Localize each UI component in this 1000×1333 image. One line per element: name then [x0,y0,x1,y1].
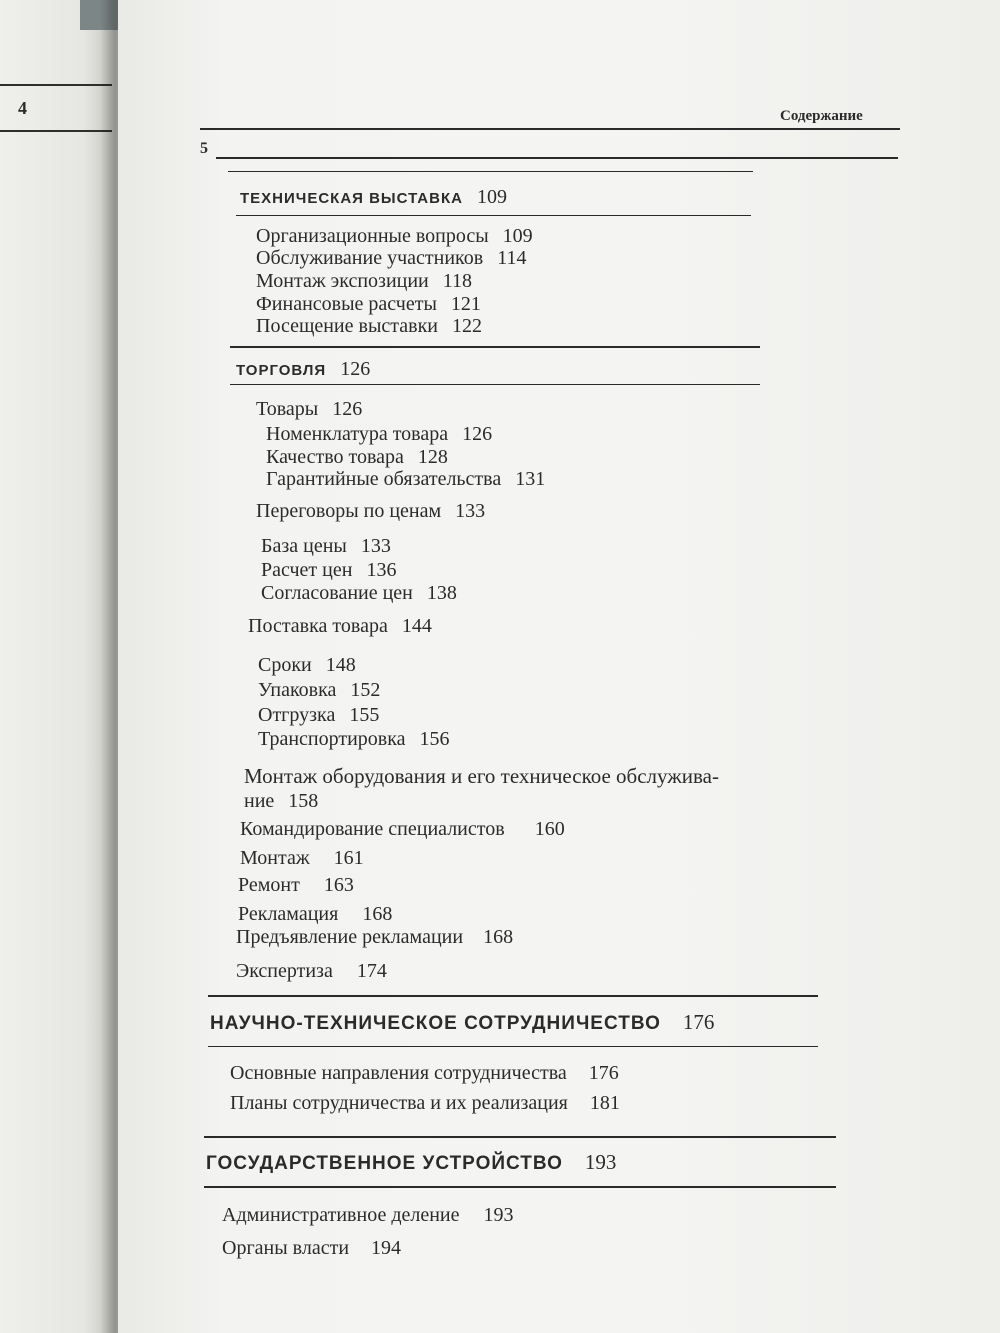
toc-entry: Ремонт 163 [238,874,354,896]
toc-entry: Номенклатура товара 126 [266,423,493,445]
section-title: ТОРГОВЛЯ [236,362,327,379]
toc-entry: Организационные вопросы 109 [256,225,533,247]
section-rule [230,384,760,385]
section-page: 126 [340,358,371,380]
toc-entry: Монтаж оборудования и его техническое обслужива- [244,764,719,788]
toc-entry: Обслуживание участников 114 [256,247,527,269]
section-heading [206,1150,616,1175]
header-rule-top [200,128,900,130]
section-heading [240,186,507,209]
toc-entry: Административное деление 193 [222,1204,514,1226]
section-rule [204,1186,836,1188]
toc-entry: Финансовые расчеты 121 [256,293,481,315]
toc-entry: Качество товара 128 [266,446,448,468]
section-rule [208,995,818,997]
section-page: 193 [584,1150,617,1174]
toc-entry: Товары 126 [256,398,363,420]
contents-page [118,0,1000,1333]
toc-entry: Переговоры по ценам 133 [256,500,486,522]
toc-entry: Органы власти 194 [222,1237,402,1259]
page-number: 5 [200,140,208,157]
section-heading [236,358,370,381]
section-rule [204,1136,836,1138]
section-title: ТЕХНИЧЕСКАЯ ВЫСТАВКА [240,190,463,207]
toc-entry: Сроки 148 [258,654,356,676]
toc-entry: Расчет цен 136 [261,559,397,581]
section-rule [228,171,753,172]
toc-entry: Монтаж экспозиции 118 [256,270,473,292]
toc-entry: Основные направления сотрудничества 176 [230,1062,619,1084]
toc-entry: Поставка товара 144 [248,615,432,637]
toc-entry: Посещение выставки 122 [256,315,482,337]
toc-entry: База цены 133 [261,535,391,557]
toc-entry: Предъявление рекламации 168 [236,926,514,948]
toc-entry: Командирование специалистов 160 [240,818,565,840]
toc-entry: Планы сотрудничества и их реализация 181 [230,1092,620,1114]
page-header-title: Содержание [780,108,863,124]
toc-entry: Рекламация 168 [238,903,393,925]
section-title: НАУЧНО-ТЕХНИЧЕСКОЕ СОТРУДНИЧЕСТВО [210,1013,661,1034]
header-rule-bottom [216,157,898,159]
toc-entry: Транспортировка 156 [258,728,450,750]
section-rule [208,1046,818,1047]
toc-entry: Экспертиза 174 [236,960,387,982]
previous-page-number: 4 [18,98,27,118]
toc-entry: Отгрузка 155 [258,704,380,726]
section-title: ГОСУДАРСТВЕННОЕ УСТРОЙСТВО [206,1153,563,1174]
header-rule [0,84,112,86]
section-rule [236,215,751,216]
toc-entry: ние 158 [244,790,319,812]
toc-entry: Согласование цен 138 [261,582,457,604]
header-rule [0,130,112,132]
section-rule [230,346,760,348]
section-page: 176 [682,1010,715,1034]
toc-entry: Упаковка 152 [258,679,381,701]
section-heading [210,1010,714,1035]
section-page: 109 [476,186,507,208]
toc-entry: Монтаж 161 [240,847,364,869]
toc-entry: Гарантийные обязательства 131 [266,468,546,490]
